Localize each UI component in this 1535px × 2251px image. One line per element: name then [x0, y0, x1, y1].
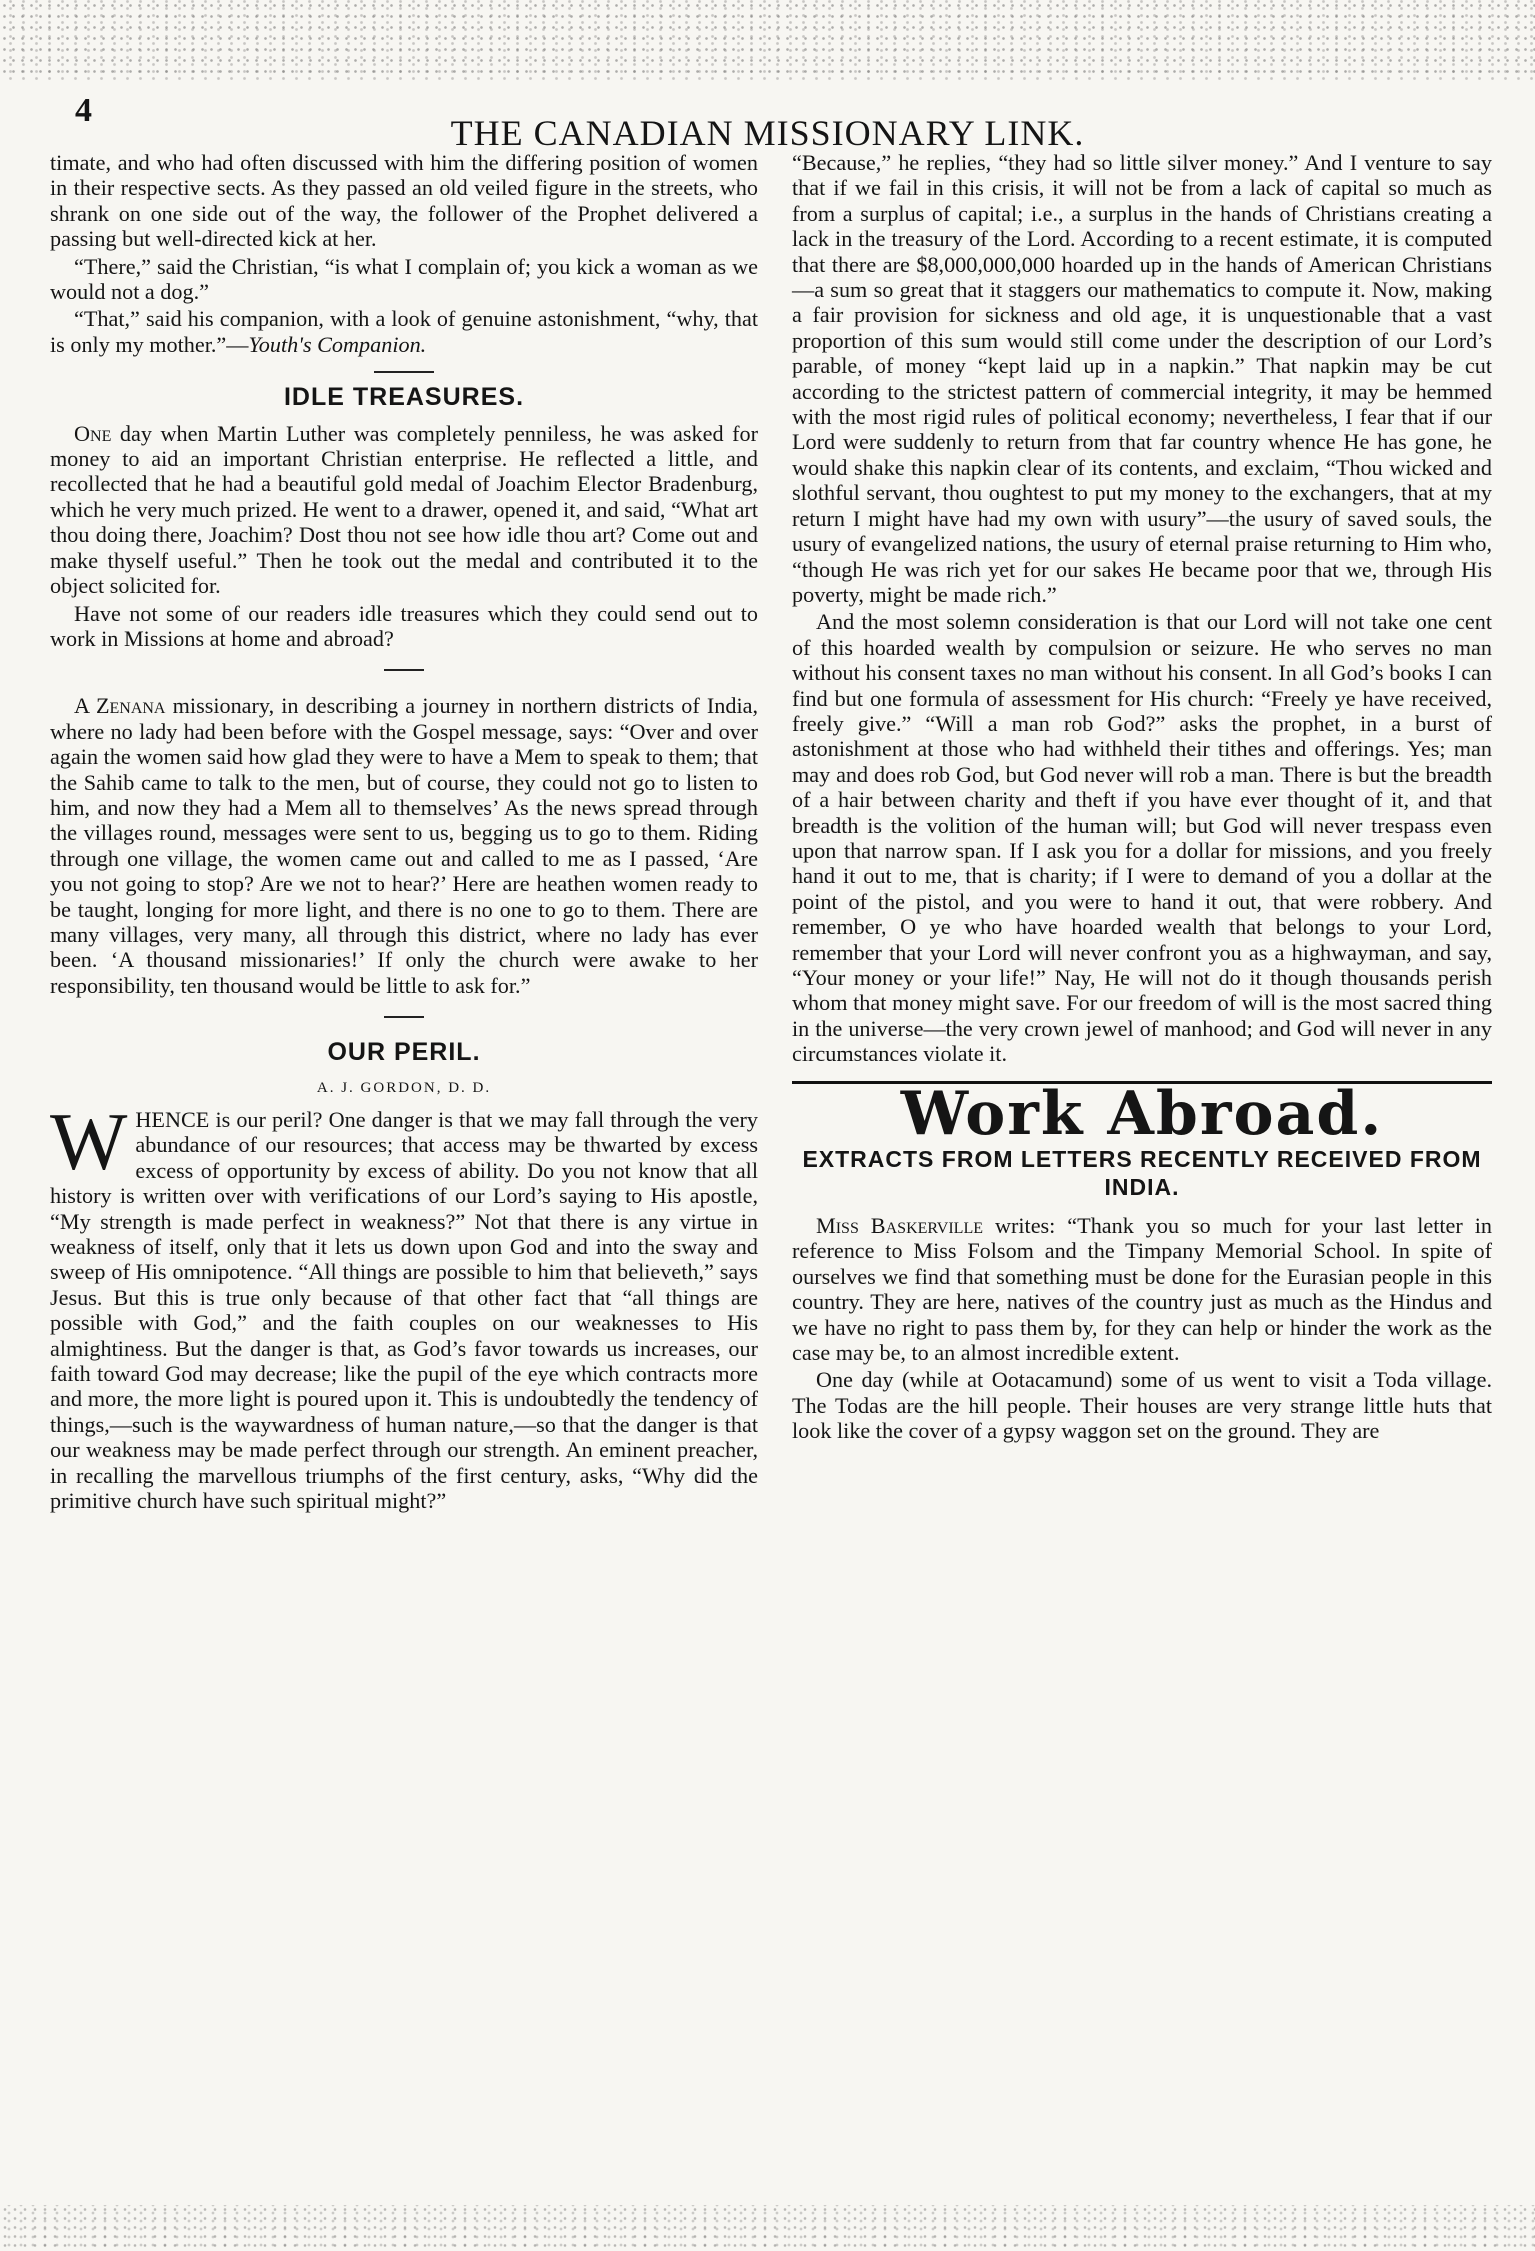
- intro-paragraph-1: timate, and who had often discussed with him the differing position of women in their respective sects. As they passed an old veiled figure in the streets, who shrank on one side out of the way, the follower of the Prophet delivered a passing but well-directed kick at her.: [50, 150, 758, 252]
- section-divider: [374, 371, 434, 373]
- toda-village-paragraph: One day (while at Ootacamund) some of us went to visit a Toda village. The Todas are the hill people. Their houses are very strange little huts that look like the cover of a gypsy waggon set on the ground. They are: [792, 1367, 1492, 1444]
- idle-treasures-paragraph-1: [50, 421, 758, 599]
- zenana-lead: A Zenana: [74, 693, 166, 719]
- peril-continued-paragraph-2: And the most solemn consideration is that our Lord will not take one cent of this hoarded wealth by compulsion or seizure. He who serves no man without his consent taxes no man without his consent. In all God’s books I can find but one formula of assessment for His church: “Freely ye have received, freely give.” “Will a man rob God?” asks the prophet, in a burst of astonishment at those who had withheld their tithes and offerings. Yes; man may and does rob God, but God never will rob a man. There is but the breadth of a hair between charity and theft if you have ever thought of it, and that breadth is the volition of the human will; but God will never trespass even upon that narrow span. If I ask you for a dollar for missions, and you freely hand it out to me, that is charity; if I were to demand of you a dollar at the point of the pistol, and you were to hand it out, that were robbery. And remember, O ye who have hoarded wealth that belongs to your Lord, remember that your Lord will never confront you as a highwayman, and say, “Your money or your life!” Nay, He will not do it though thousands perish whom that money might save. For our freedom of will is the most sacred thing in the universe—the very crown jewel of manhood; and God will never in any circumstances violate it.: [792, 609, 1492, 1067]
- top-edge-speckle: [0, 0, 1535, 80]
- extracts-heading: EXTRACTS FROM LETTERS RECENTLY RECEIVED FROM INDIA.: [802, 1146, 1482, 1201]
- intro-paragraph-3: [50, 306, 758, 357]
- idle-treasures-paragraph-2: Have not some of our readers idle treasures which they could send out to work in Missions at home and abroad?: [50, 600, 758, 651]
- our-peril-byline: A. J. GORDON, D. D.: [316, 1079, 492, 1096]
- section-divider: [384, 669, 424, 671]
- peril-text: is our peril? One danger is that we may fall through the very abundance of our resources; that access may be thwarted by excess excess of opportunity by excess of ability. Do you not know that all history is written over with verifications of our Lord’s saying to His apostle, “My strength is made perfect in weakness?” Not that there is any virtue in weakness of itself, only that it lets us down upon God and into the sway and sweep of His omnipotence. “All things are possible to him that believeth,” says Jesus. But this is true only because of that other fact that “all things are possible with God,” and the faith couples on our weaknesses to His almightiness. But the danger is that, as God’s favor towards us increases, our faith toward God may decrease; like the pupil of the eye which contracts more and more, the more light is poured upon it. This is undoubtedly the tendency of things,—such is the waywardness of human nature,—so that the danger is that our weakness may be made perfect through our strength. An eminent preacher, in recalling the marvellous triumphs of the first century, asks, “Why did the primitive church have such spiritual might?”: [50, 1107, 758, 1514]
- section-divider: [384, 1016, 424, 1018]
- idle-lead: One: [74, 420, 112, 446]
- idle-text: day when Martin Luther was completely penniless, he was asked for money to aid an important Christian enterprise. He reflected a little, and recollected that he had a beautiful gold medal of Joachim Elector Bradenburg, which he very much prized. He went to a drawer, opened it, and said, “What art thou doing there, Joachim? Dost thou not see how idle thou art? Come out and make thyself useful.” Then he took out the medal and contributed it to the object solicited for.: [50, 420, 758, 599]
- bottom-edge-speckle: [0, 2205, 1535, 2251]
- our-peril-paragraph: [50, 1096, 758, 1514]
- work-abroad-title: Work Abroad.: [900, 1078, 1384, 1149]
- page-title: THE CANADIAN MISSIONARY LINK.: [450, 113, 1085, 154]
- intro-paragraph-2: “There,” said the Christian, “is what I complain of; you kick a woman as we would not a dog.”: [50, 253, 758, 305]
- our-peril-heading: OUR PERIL.: [327, 1038, 481, 1067]
- right-column: [792, 150, 1492, 1446]
- baskerville-text: writes: “Thank you so much for your last letter in reference to Miss Folsom and the Timpany Memorial School. In spite of ourselves we find that something must be done for the Eurasian people in this country. They are here, natives of the country just as much as the Hindus and we have no right to pass them by, for they can help or hinder the work as the case may be, to an almost incredible extent.: [792, 1213, 1492, 1366]
- page-number: 4: [75, 92, 92, 129]
- idle-treasures-heading: IDLE TREASURES.: [283, 383, 525, 412]
- drop-cap: W: [50, 1096, 128, 1187]
- peril-continued-paragraph-1: “Because,” he replies, “they had so little silver money.” And I venture to say that if we fail in this crisis, it will not be from a lack of capital so much as from a surplus of capital; i.e., a surplus in the hands of Christians creating a lack in the treasury of the Lord. According to a recent estimate, it is computed that there are $8,000,000,000 hoarded up in the hands of American Christians—a sum so great that it staggers our mathematics to compute it. Now, making a fair provision for sickness and old age, it is unquestionable that a vast proportion of this sum would still come under the description of our Lord’s parable, of money “kept laid up in a napkin.” That napkin may be cut according to the strictest pattern of commercial integrity, it may be hemmed with the most rigid rules of political economy; nevertheless, I fear that if our Lord were suddenly to return from that far country whence He has gone, he would shake this napkin clear of its contents, and exclaim, “Thou wicked and slothful servant, thou oughtest to put my money to the exchangers, that at my return I might have had my own with usury”—the usury of saved souls, the usury of evangelized nations, the usury of eternal praise returning to Him who, “though He was rich yet for our sakes He became poor that we, through His poverty, might be made rich.”: [792, 150, 1492, 607]
- intro-source: Youth's Companion.: [248, 331, 427, 357]
- zenana-text: missionary, in describing a journey in northern districts of India, where no lady had been before with the Gospel message, says: “Over and over again the women said how glad they were to have a Mem to speak to them; that the Sahib came to talk to the men, but of course, they could not go to listen to him, and now they had a Mem all to themselves’ As the news spread through the villages round, messages were sent to us, begging us to go to them. Riding through one village, the women came out and called to me as I passed, ‘Are you not going to stop? Are we not to hear?’ Here are heathen women ready to be taught, longing for more light, and there is no one to go to them. There are many villages, very many, all through this district, where no lady has ever been. ‘A thousand missionaries!’ If only the church were awake to her responsibility, ten thousand would be little to ask for.”: [50, 693, 759, 998]
- zenana-paragraph: [50, 693, 758, 998]
- peril-lead: HENCE: [135, 1107, 210, 1132]
- left-column: [50, 150, 758, 1516]
- baskerville-lead: Miss Baskerville: [816, 1213, 983, 1239]
- baskerville-letter-paragraph: [792, 1213, 1492, 1365]
- intro-paragraph-3-text: “That,” said his companion, with a look of genuine astonishment, “why, that is only my mother.”—: [50, 306, 758, 357]
